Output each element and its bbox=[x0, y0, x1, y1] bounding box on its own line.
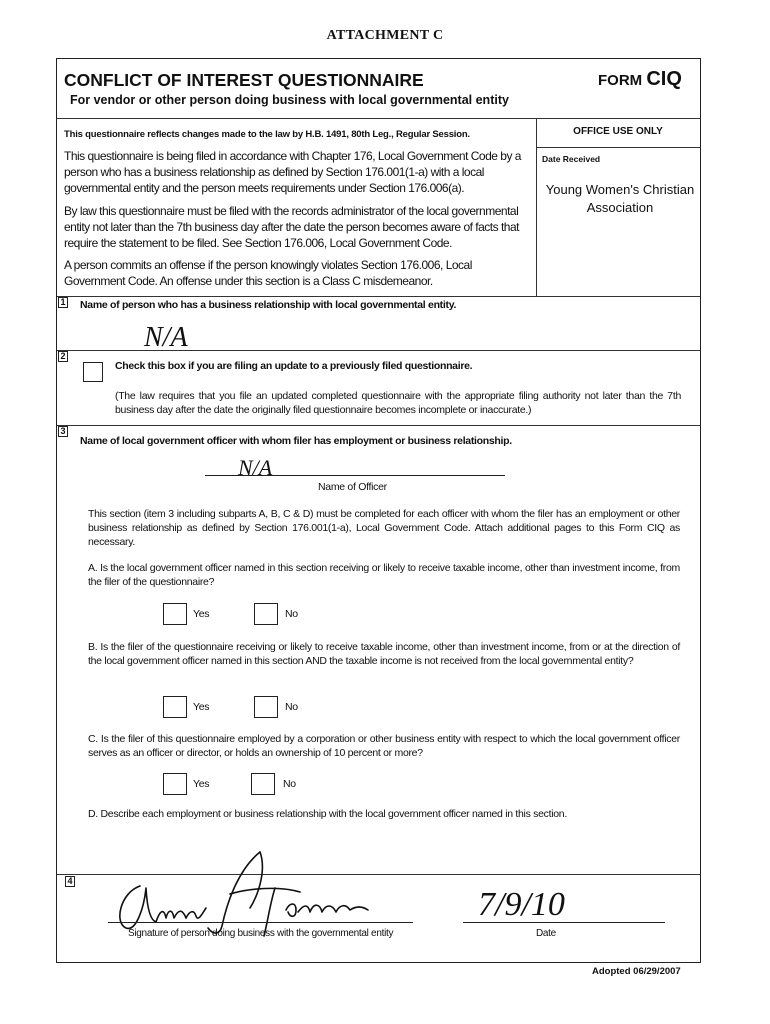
question-c-yes-label: Yes bbox=[193, 778, 210, 790]
question-a-no-checkbox[interactable] bbox=[254, 603, 278, 625]
form-label: FORM CIQ bbox=[598, 68, 682, 90]
question-c-no-checkbox[interactable] bbox=[251, 773, 275, 795]
section1-handwritten[interactable]: N/A bbox=[144, 322, 188, 353]
date-handwritten[interactable]: 7/9/10 bbox=[478, 886, 565, 923]
update-checkbox[interactable] bbox=[83, 362, 103, 382]
attachment-label: ATTACHMENT C bbox=[326, 28, 444, 43]
question-b: B. Is the filer of the questionnaire receiving or likely to receive taxable income, other than investment income, from or at the direction of the local government officer named in this section AND the taxable income is not received from the local governmental entity? bbox=[88, 641, 680, 667]
question-b-yes-checkbox[interactable] bbox=[163, 696, 187, 718]
section3-instructions: This section (item 3 including subparts A, B, C & D) must be completed for each officer with whom the filer has an employment or other business relationship as defined by Section 176.001(1-a), Local Government Code. Attach additional pages to this Form CIQ as necessary. bbox=[88, 508, 680, 548]
signature-caption: Signature of person doing business with the governmental entity bbox=[128, 928, 394, 939]
officer-name-handwritten[interactable]: N/A bbox=[238, 455, 273, 480]
office-use-divider bbox=[536, 148, 537, 296]
question-b-no-checkbox[interactable] bbox=[254, 696, 278, 718]
signature-line bbox=[108, 922, 413, 923]
question-c-yes-checkbox[interactable] bbox=[163, 773, 187, 795]
officer-caption: Name of Officer bbox=[318, 481, 387, 493]
section1-label: Name of person who has a business relationship with local governmental entity. bbox=[80, 299, 457, 311]
question-b-no-label: No bbox=[285, 701, 298, 713]
section1-number: 1 bbox=[58, 297, 68, 308]
section2-divider bbox=[57, 350, 700, 351]
date-received-label: Date Received bbox=[542, 154, 601, 164]
office-use-value: Young Women's Christian Association bbox=[545, 182, 695, 215]
form-title: CONFLICT OF INTEREST QUESTIONNAIRE bbox=[64, 70, 424, 90]
section1-divider bbox=[57, 296, 700, 297]
date-line bbox=[463, 922, 665, 923]
section2-label: Check this box if you are filing an update to a previously filed questionnaire. bbox=[115, 360, 473, 372]
form-subtitle: For vendor or other person doing business with local governmental entity bbox=[70, 93, 509, 107]
section3-number: 3 bbox=[58, 426, 68, 437]
intro-paragraph-3: A person commits an offense if the person knowingly violates Section 176.006, Local Government Code. An offense under this section is a Class C misdemeanor. bbox=[64, 258, 472, 288]
question-a-no-label: No bbox=[285, 608, 298, 620]
section3-label: Name of local government officer with whom filer has employment or business relationship. bbox=[80, 435, 512, 447]
question-d: D. Describe each employment or business relationship with the local government officer named in this section. bbox=[88, 808, 567, 820]
intro-paragraph-1: This questionnaire is being filed in accordance with Chapter 176, Local Government Code by a person who has a business relationship as defined by Section 176.001(1-a) with a local governmental entity and the person meets requirements under Section 176.006(a). bbox=[64, 149, 521, 195]
section2-number: 2 bbox=[58, 351, 68, 362]
question-b-yes-label: Yes bbox=[193, 701, 210, 713]
question-c: C. Is the filer of this questionnaire employed by a corporation or other business entity with respect to which the local government officer serves as an officer or director, or holds an ownership of 10 percent or more? bbox=[88, 733, 680, 759]
section2-note: (The law requires that you file an updated completed questionnaire with the appropriate filing authority not later than the 7th business day after the date the originally filed questionnaire becomes incomplete or inaccurate.) bbox=[115, 390, 681, 416]
adopted-date: Adopted 06/29/2007 bbox=[592, 966, 681, 977]
section3-divider bbox=[57, 425, 700, 426]
section4-number: 4 bbox=[65, 876, 75, 887]
question-a-yes-label: Yes bbox=[193, 608, 210, 620]
intro-paragraph-2: By law this questionnaire must be filed with the records administrator of the local governmental entity not later than the 7th business day after the date the person becomes aware of facts that require the statement to be filed. See Section 176.006, Local Government Code. bbox=[64, 204, 519, 250]
officer-name-line bbox=[205, 475, 505, 476]
form-id: CIQ bbox=[646, 68, 682, 90]
question-a: A. Is the local government officer named in this section receiving or likely to receive taxable income, other than investment income, from the filer of the questionnaire? bbox=[88, 562, 680, 588]
question-c-no-label: No bbox=[283, 778, 296, 790]
date-caption: Date bbox=[536, 928, 556, 939]
question-a-yes-checkbox[interactable] bbox=[163, 603, 187, 625]
office-use-header: OFFICE USE ONLY bbox=[573, 126, 663, 137]
notice: This questionnaire reflects changes made to the law by H.B. 1491, 80th Leg., Regular Session. bbox=[64, 129, 470, 140]
